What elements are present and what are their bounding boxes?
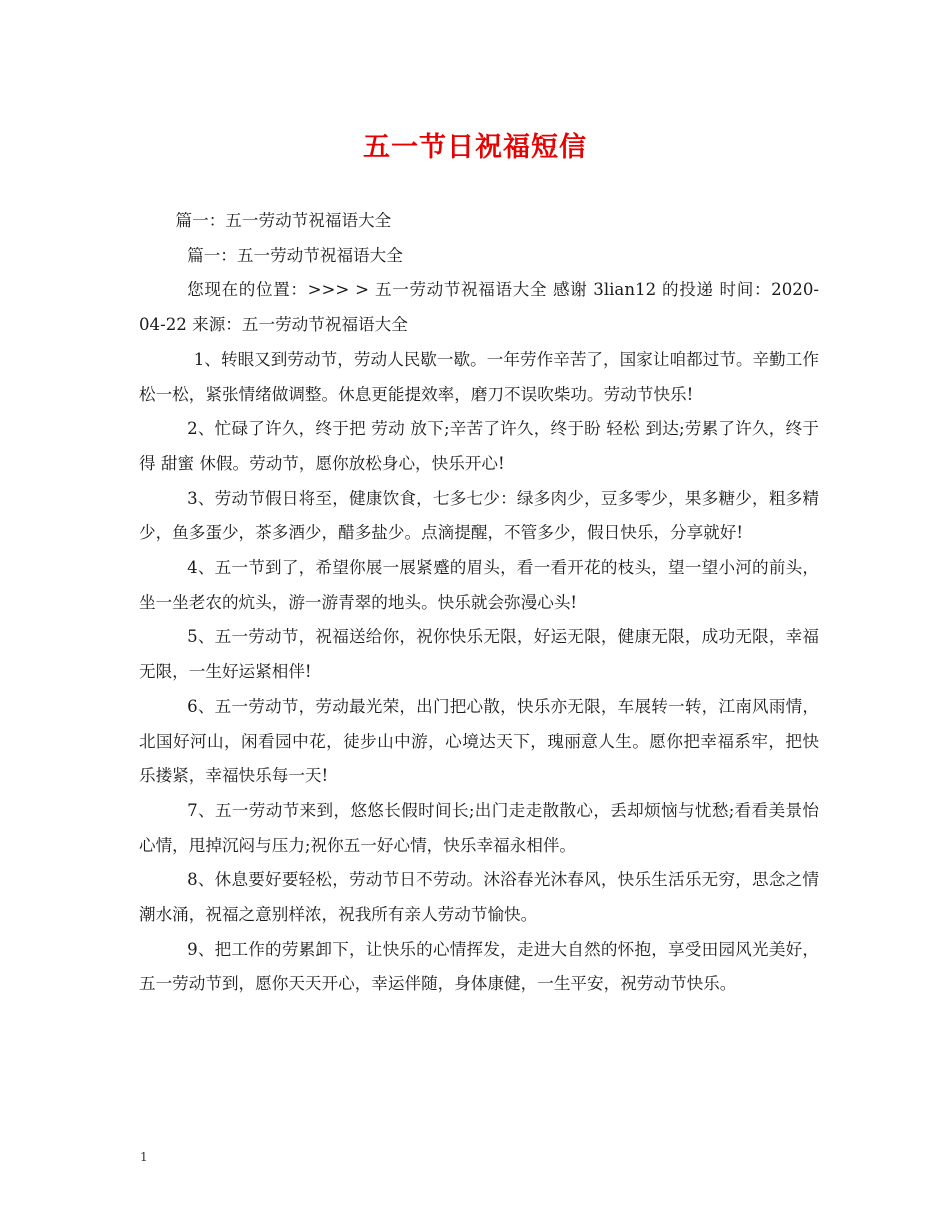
paragraph-item-3: 3、劳动节假日将至，健康饮食，七多七少：绿多肉少，豆多零少，果多糖少，粗多精少，鱼多蛋少，茶多酒少，醋多盐少。点滴提醒，不管多少，假日快乐，分享就好! xyxy=(139,488,819,543)
paragraph-item-2: 2、忙碌了许久，终于把 劳动 放下;辛苦了许久，终于盼 轻松 到达;劳累了许久，终于得 甜蜜 休假。劳动节，愿你放松身心，快乐开心! xyxy=(139,419,819,473)
paragraph-item-8: 8、休息要好要轻松，劳动节日不劳动。沐浴春光沐春风，快乐生活乐无穷，思念之情潮水涌，祝福之意别样浓，祝我所有亲人劳动节愉快。 xyxy=(139,870,819,925)
location-line: 您现在的位置：>>> > 五一劳动节祝福语大全 感谢 3lian12 的投递 时间：2020-04-22 来源：五一劳动节祝福语大全 xyxy=(139,280,819,335)
document-body xyxy=(139,204,819,1002)
paragraph-item-5: 5、五一劳动节，祝福送给你，祝你快乐无限，好运无限，健康无限，成功无限，幸福无限，一生好运紧相伴! xyxy=(139,627,819,682)
paragraph-item-1: 1、转眼又到劳动节，劳动人民歇一歇。一年劳作辛苦了，国家让咱都过节。辛勤工作松一松，紧张情绪做调整。休息更能提效率，磨刀不误吹柴功。劳动节快乐! xyxy=(139,349,819,404)
document-title: 五一节日祝福短信 xyxy=(363,132,587,163)
paragraph-item-6: 6、五一劳动节，劳动最光荣，出门把心散，快乐亦无限，车展转一转，江南风雨情，北国好河山，闲看园中花，徒步山中游，心境达天下，瑰丽意人生。愿你把幸福系牢，把快乐搂紧，幸福快乐每一天! xyxy=(139,696,819,786)
page-number: 1 xyxy=(140,1150,148,1164)
paragraph-item-9: 9、把工作的劳累卸下，让快乐的心情挥发，走进大自然的怀抱，享受田园风光美好，五一劳动节到，愿你天天开心，幸运伴随，身体康健，一生平安，祝劳动节快乐。 xyxy=(139,939,819,994)
paragraph-item-7: 7、五一劳动节来到，悠悠长假时间长;出门走走散散心，丢却烦恼与忧愁;看看美景怡心情，甩掉沉闷与压力;祝你五一好心情，快乐幸福永相伴。 xyxy=(139,800,819,855)
paragraph-item-4: 4、五一节到了，希望你展一展紧蹙的眉头，看一看开花的枝头，望一望小河的前头，坐一坐老农的炕头，游一游青翠的地头。快乐就会弥漫心头! xyxy=(139,558,819,612)
section-subheading: 篇一：五一劳动节祝福语大全 xyxy=(187,245,403,265)
section-heading: 篇一：五一劳动节祝福语大全 xyxy=(175,211,392,230)
